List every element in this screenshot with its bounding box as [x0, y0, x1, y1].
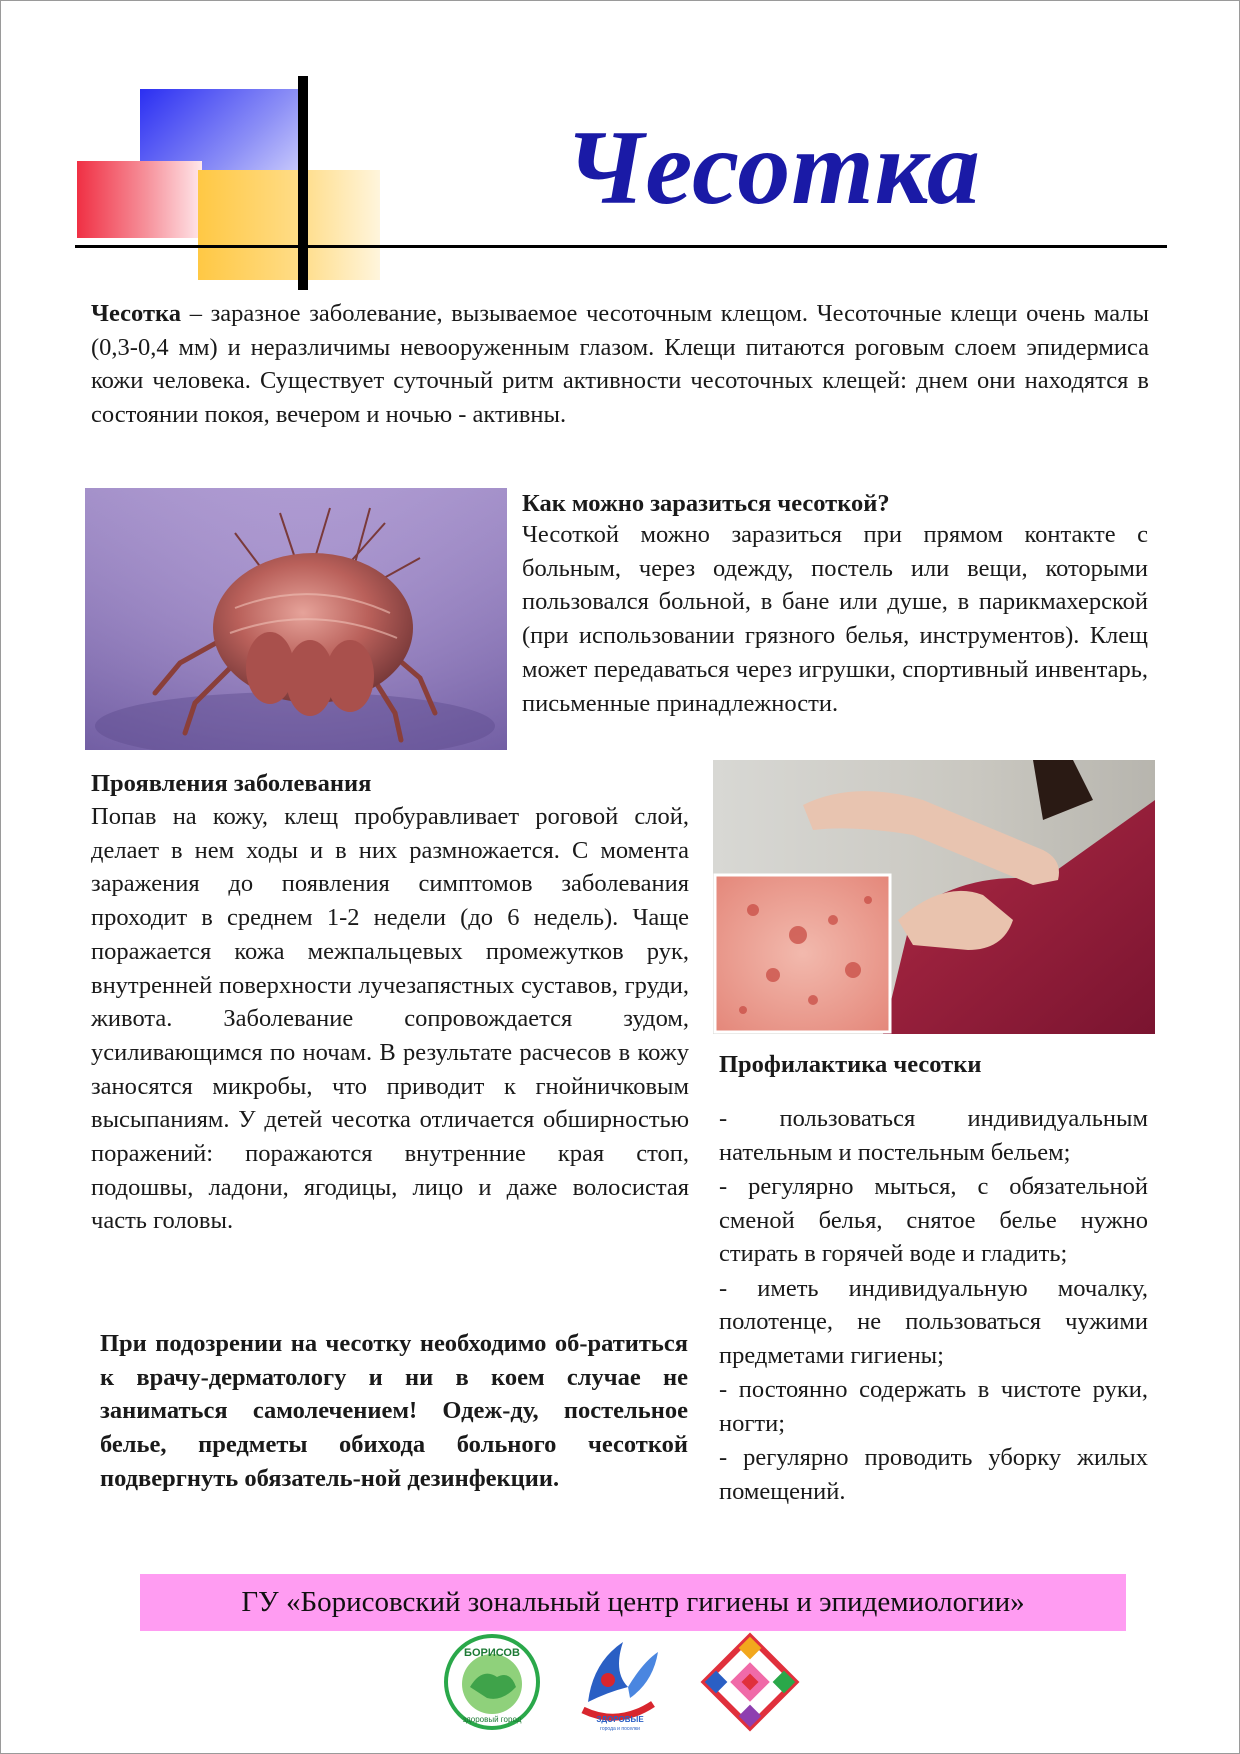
logo-borisov-bottom: здоровый город: [462, 1715, 522, 1724]
warning-paragraph: При подозрении на чесотку необходимо об-ратиться к врачу-дерматологу и ни в коем случае не заниматься самолечением! Одеж-ду, постельное белье, предметы обихода больного чесоткой подвергнуть обязатель-ной дезинфекции.: [100, 1330, 688, 1492]
prevention-item: - пользоваться индивидуальным нательным и постельным бельем;: [719, 1105, 1148, 1166]
symptoms-paragraph: Попав на кожу, клещ пробуравливает роговой слой, делает в нем ходы и в них размножается. С момента заражения до появления симптомов заболевания проходит в среднем 1-2 недели (до 6 недель). Чаще поражается кожа межпальцевых промежутков рук, внутренней поверхности лучезапястных суставов, груди, живота. Заболевание сопровождается зудом, усиливающимся по ночам. В результате расчесов в кожу заносятся микробы, что приводит к гнойничковым высыпаниям. У детей чесотка отличается обширностью поражений: поражаются внутренние края стоп, подошвы, ладони, ягодицы, лицо и даже волосистая часть головы.: [91, 803, 689, 1235]
logo-healthy-sub: города и поселки: [600, 1726, 640, 1732]
logo-healthy-caption: ЗДОРОВЫЕ: [596, 1715, 644, 1724]
page-title: Чесотка: [565, 109, 981, 226]
mite-photo: [85, 488, 507, 750]
infection-heading: Как можно заразиться чесоткой?: [522, 490, 890, 517]
prevention-heading: Профилактика чесотки: [719, 1051, 982, 1078]
symptoms-heading: Проявления заболевания: [91, 770, 372, 797]
healthy-cities-logo: [568, 1632, 668, 1732]
intro-text: – заразное заболевание, вызываемое чесоточным клещом. Чесоточные клещи очень малы (0,3-0,4 мм) и неразличимы невооруженным глазом. Клещи питаются роговым слоем эпидермиса кожи человека. Существует суточный ритм активности чесоточных клещей: днем они находятся в состоянии покоя, вечером и ночью - активны.: [91, 300, 1149, 429]
decor-horizontal-line: [75, 245, 1167, 248]
prevention-item: - регулярно мыться, с обязательной сменой белья, снятое белье нужно стирать в горячей воде и гладить;: [719, 1173, 1148, 1267]
prevention-item: - иметь индивидуальную мочалку, полотенце, не пользоваться чужими предметами гигиены;: [719, 1274, 1148, 1369]
logo-borisov-top: БОРИСОВ: [464, 1647, 520, 1659]
prevention-item: - регулярно проводить уборку жилых помещений.: [719, 1444, 1148, 1505]
scratching-arm-photo: [713, 760, 1155, 1034]
intro-paragraph: [91, 297, 1149, 432]
decor-red-square: [77, 161, 202, 238]
prevention-item: - постоянно содержать в чистоте руки, ногти;: [719, 1376, 1148, 1437]
prevention-list: [719, 1102, 1148, 1509]
borisov-healthy-city-logo: [442, 1632, 542, 1732]
footer-banner: [140, 1574, 1126, 1631]
infection-paragraph: Чесоткой можно заразиться при прямом контакте с больным, через одежду, постель или вещи, которыми пользовался больной, в бане или душе, в парикмахерской (при использовании грязного белья, инструментов). Клещ может передаваться через игрушки, спортивный инвентарь, письменные принадлежности.: [522, 521, 1148, 717]
decor-yellow-square: [198, 170, 380, 280]
decor-vertical-line: [298, 76, 308, 290]
ornament-logo: [700, 1632, 800, 1732]
footer-text: ГУ «Борисовский зональный центр гигиены и эпидемиологии»: [241, 1586, 1025, 1618]
intro-term: Чесотка: [91, 300, 181, 327]
